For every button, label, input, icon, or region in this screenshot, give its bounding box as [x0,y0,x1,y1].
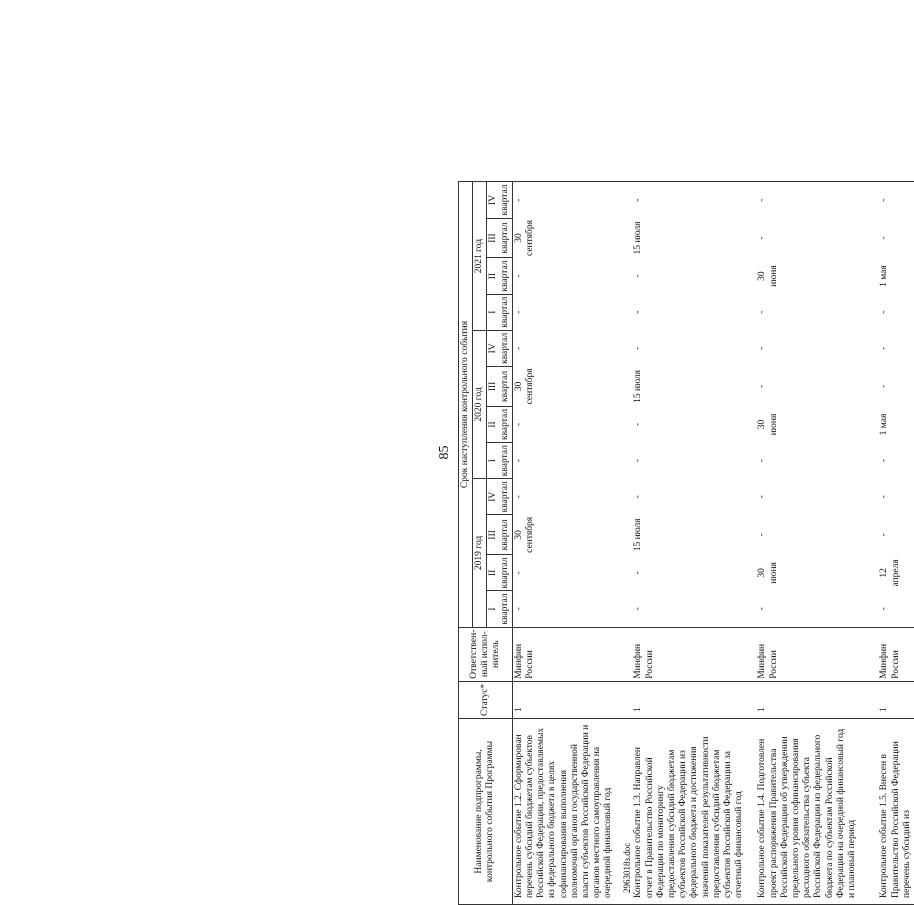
deadline-cell: - [756,182,878,218]
header-quarter [487,591,512,627]
header-quarter [487,294,512,330]
quarter-word: квартал [499,445,510,477]
header-status-mark: * [479,683,490,689]
table-row [756,182,878,905]
deadline-cell: - [633,346,644,350]
deadline-cell: 30 сентября [513,516,536,553]
deadline-cell: - [879,310,890,314]
quarter-word: квартал [499,184,510,216]
quarter-numeral: II [488,569,499,577]
header-quarter [487,218,512,258]
quarter-numeral: I [488,607,499,611]
header-quarter [487,182,512,218]
deadline-cell: 30 июня [757,265,779,287]
quarter-numeral: III [488,530,499,540]
deadline-cell: - [879,533,890,537]
deadline-cell: - [878,182,914,218]
header-quarter [487,555,512,591]
table-row [512,182,632,905]
deadline-cell: - [513,274,524,278]
deadline-cell: - [879,607,890,611]
event-responsible: Минфин России [512,627,632,681]
deadline-cell: 1 мая [879,413,890,436]
header-quarter [487,330,512,366]
quarter-word: квартал [499,296,510,328]
event-name: Контрольное событие 1.5. Внесен в Правительство Российской Федерации перечень субсидий из [878,719,914,905]
deadline-cell: - [879,236,890,240]
deadline-cell: 15 июля [633,369,644,403]
deadline-cell: 30 июня [757,562,779,584]
quarter-numeral: III [488,233,499,243]
quarter-word: квартал [499,260,510,292]
deadline-cell: 12 апреля [879,559,901,587]
deadline-cell: - [633,495,644,499]
page-number: 85 [437,445,452,460]
deadline-cell: - [757,459,768,463]
event-responsible: Минфин России [632,627,756,681]
quarter-numeral: IV [488,194,499,205]
header-quarter [487,366,512,406]
deadline-cell: - [757,310,768,314]
quarter-word: квартал [499,408,510,441]
deadline-cell: - [757,346,768,350]
header-quarter [487,443,512,479]
footer-code: 2963018з.doc [622,842,632,893]
deadline-cell: - [513,459,524,463]
quarter-numeral: III [488,381,499,392]
deadline-cell: - [513,310,524,314]
control-events-table [458,181,914,905]
deadline-cell: - [879,459,890,463]
quarter-word: квартал [499,593,510,625]
header-quarter [487,515,512,555]
quarter-numeral: I [488,459,499,463]
deadline-cell: - [879,495,890,499]
event-status: 1 [512,681,632,718]
header-quarter [487,258,512,294]
deadline-cell: - [757,607,768,611]
deadline-cell: - [632,182,756,218]
header-year-2020: 2020 год [473,330,487,478]
deadline-cell: - [513,571,524,575]
header-quarter [487,406,512,442]
deadline-cell: - [633,422,644,427]
deadline-cell: - [757,533,768,537]
header-year-2019: 2019 год [473,479,487,627]
header-deadline: Срок наступления контрольного события [459,182,473,627]
deadline-cell: - [757,495,768,499]
quarter-word: квартал [499,519,510,551]
deadline-cell: - [879,384,890,388]
quarter-numeral: II [488,272,499,280]
deadline-cell: 15 июля [633,221,644,255]
quarter-word: квартал [499,332,510,364]
quarter-numeral: IV [488,343,499,354]
deadline-cell: - [513,422,524,427]
header-year-2021: 2021 год [473,182,487,330]
quarter-word: квартал [499,481,510,513]
quarter-word: квартал [499,370,510,402]
header-responsible: Ответствен-ный испол-нитель [459,627,513,681]
deadline-cell: - [633,607,644,611]
quarter-word: квартал [499,557,510,589]
deadline-cell: - [633,571,644,575]
event-name: Контрольное событие 1.3. Направлен отчет в Правительство Российской Федерации по мониторингу предоставления субсидий бюджетам субъектов Российской Федерации из федерального бюджета и достижения значений показателей результативности предоставления субсидий бюджетам субъектов Российской Федерации за отчетный финансовый год [632,719,756,905]
event-status: 1 [632,681,756,718]
event-status: 1 [756,681,878,718]
deadline-cell: - [633,274,644,278]
quarter-numeral: I [488,310,499,314]
quarter-numeral: IV [488,491,499,502]
deadline-cell: - [513,495,524,499]
header-status-text: Статус [479,688,490,716]
deadline-cell: 30 сентября [513,220,536,256]
event-name: Контрольное событие 1.4. Подготовлен проект распоряжения Правительства Российской Федерации об утверждении предельного уровня софинансирования расходного обязательства субъекта Российской Федерации из федерального бюджета по субъектам Российской Федерации на очередной финансовый год и плановый период [756,719,878,905]
deadline-cell: 15 июля [633,518,644,552]
deadline-cell: - [512,182,632,218]
deadline-cell: - [757,384,768,388]
deadline-cell: - [879,346,890,350]
event-responsible: Минфин России [878,627,914,681]
header-name: Наименование подпрограммы, контрольного события Программы [459,719,513,905]
header-quarter [487,479,512,515]
quarter-word: квартал [499,222,510,254]
deadline-cell: - [513,346,524,350]
table-row [878,182,914,905]
deadline-cell: 30 сентября [513,368,536,405]
quarter-numeral: II [488,421,499,428]
event-name: Контрольное событие 1.2. Сформирован перечень субсидий бюджетам субъектов Российской Федерации, предоставляемых из федерального бюджета в целях софинансирования выполнения полномочий органов государственной власти субъектов Российской Федерации и органов местного самоуправления на очередной финансовый год [512,719,632,905]
deadline-cell: - [633,459,644,463]
deadline-cell: - [757,236,768,240]
event-status: 1 [878,681,914,718]
deadline-cell: - [633,310,644,314]
deadline-cell: - [513,607,524,611]
event-responsible: Минфин России [756,627,878,681]
header-status [459,681,513,718]
table-row [632,182,756,905]
deadline-cell: 30 июня [757,413,779,436]
deadline-cell: 1 мая [879,265,890,287]
